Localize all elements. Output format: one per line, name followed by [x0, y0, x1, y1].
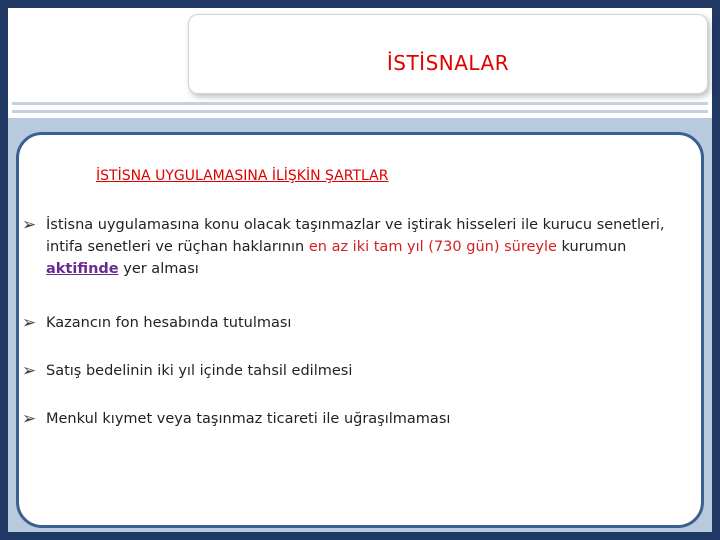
- conditions-heading: İSTİSNA UYGULAMASINA İLİŞKİN ŞARTLAR: [96, 168, 389, 184]
- list-item-text: Satış bedelinin iki yıl içinde tahsil edilmesi: [46, 363, 353, 379]
- arrow-right-icon: ➢: [22, 313, 37, 333]
- bullet-text-part: kurumun: [556, 239, 627, 255]
- list-item: [22, 312, 694, 334]
- arrow-right-icon: ➢: [22, 409, 37, 429]
- aktifinde-link[interactable]: aktifinde: [46, 261, 119, 277]
- slide-title: İSTİSNALAR: [386, 51, 510, 75]
- list-item-text: [46, 214, 694, 280]
- title-box: [188, 14, 708, 94]
- title-divider-top: [12, 102, 708, 105]
- arrow-right-icon: ➢: [22, 361, 37, 381]
- list-item: [22, 360, 694, 382]
- bullet-text-part: İstisna uygulamasına konu olacak taşınmazlar ve iştirak hisseleri ile kurucu senetleri, intifa senetleri ve rüçhan haklarının: [46, 217, 665, 255]
- duration-highlight: en az iki tam yıl (730 gün) süreyle: [308, 239, 557, 255]
- list-item: [22, 214, 694, 280]
- list-item-text: Kazancın fon hesabında tutulması: [46, 315, 292, 331]
- arrow-right-icon: ➢: [22, 215, 37, 235]
- list-item: [22, 408, 694, 430]
- list-item-text: Menkul kıymet veya taşınmaz ticareti ile uğraşılmaması: [46, 411, 451, 427]
- bullet-text-part: yer alması: [118, 261, 199, 277]
- title-divider-bottom: [12, 110, 708, 113]
